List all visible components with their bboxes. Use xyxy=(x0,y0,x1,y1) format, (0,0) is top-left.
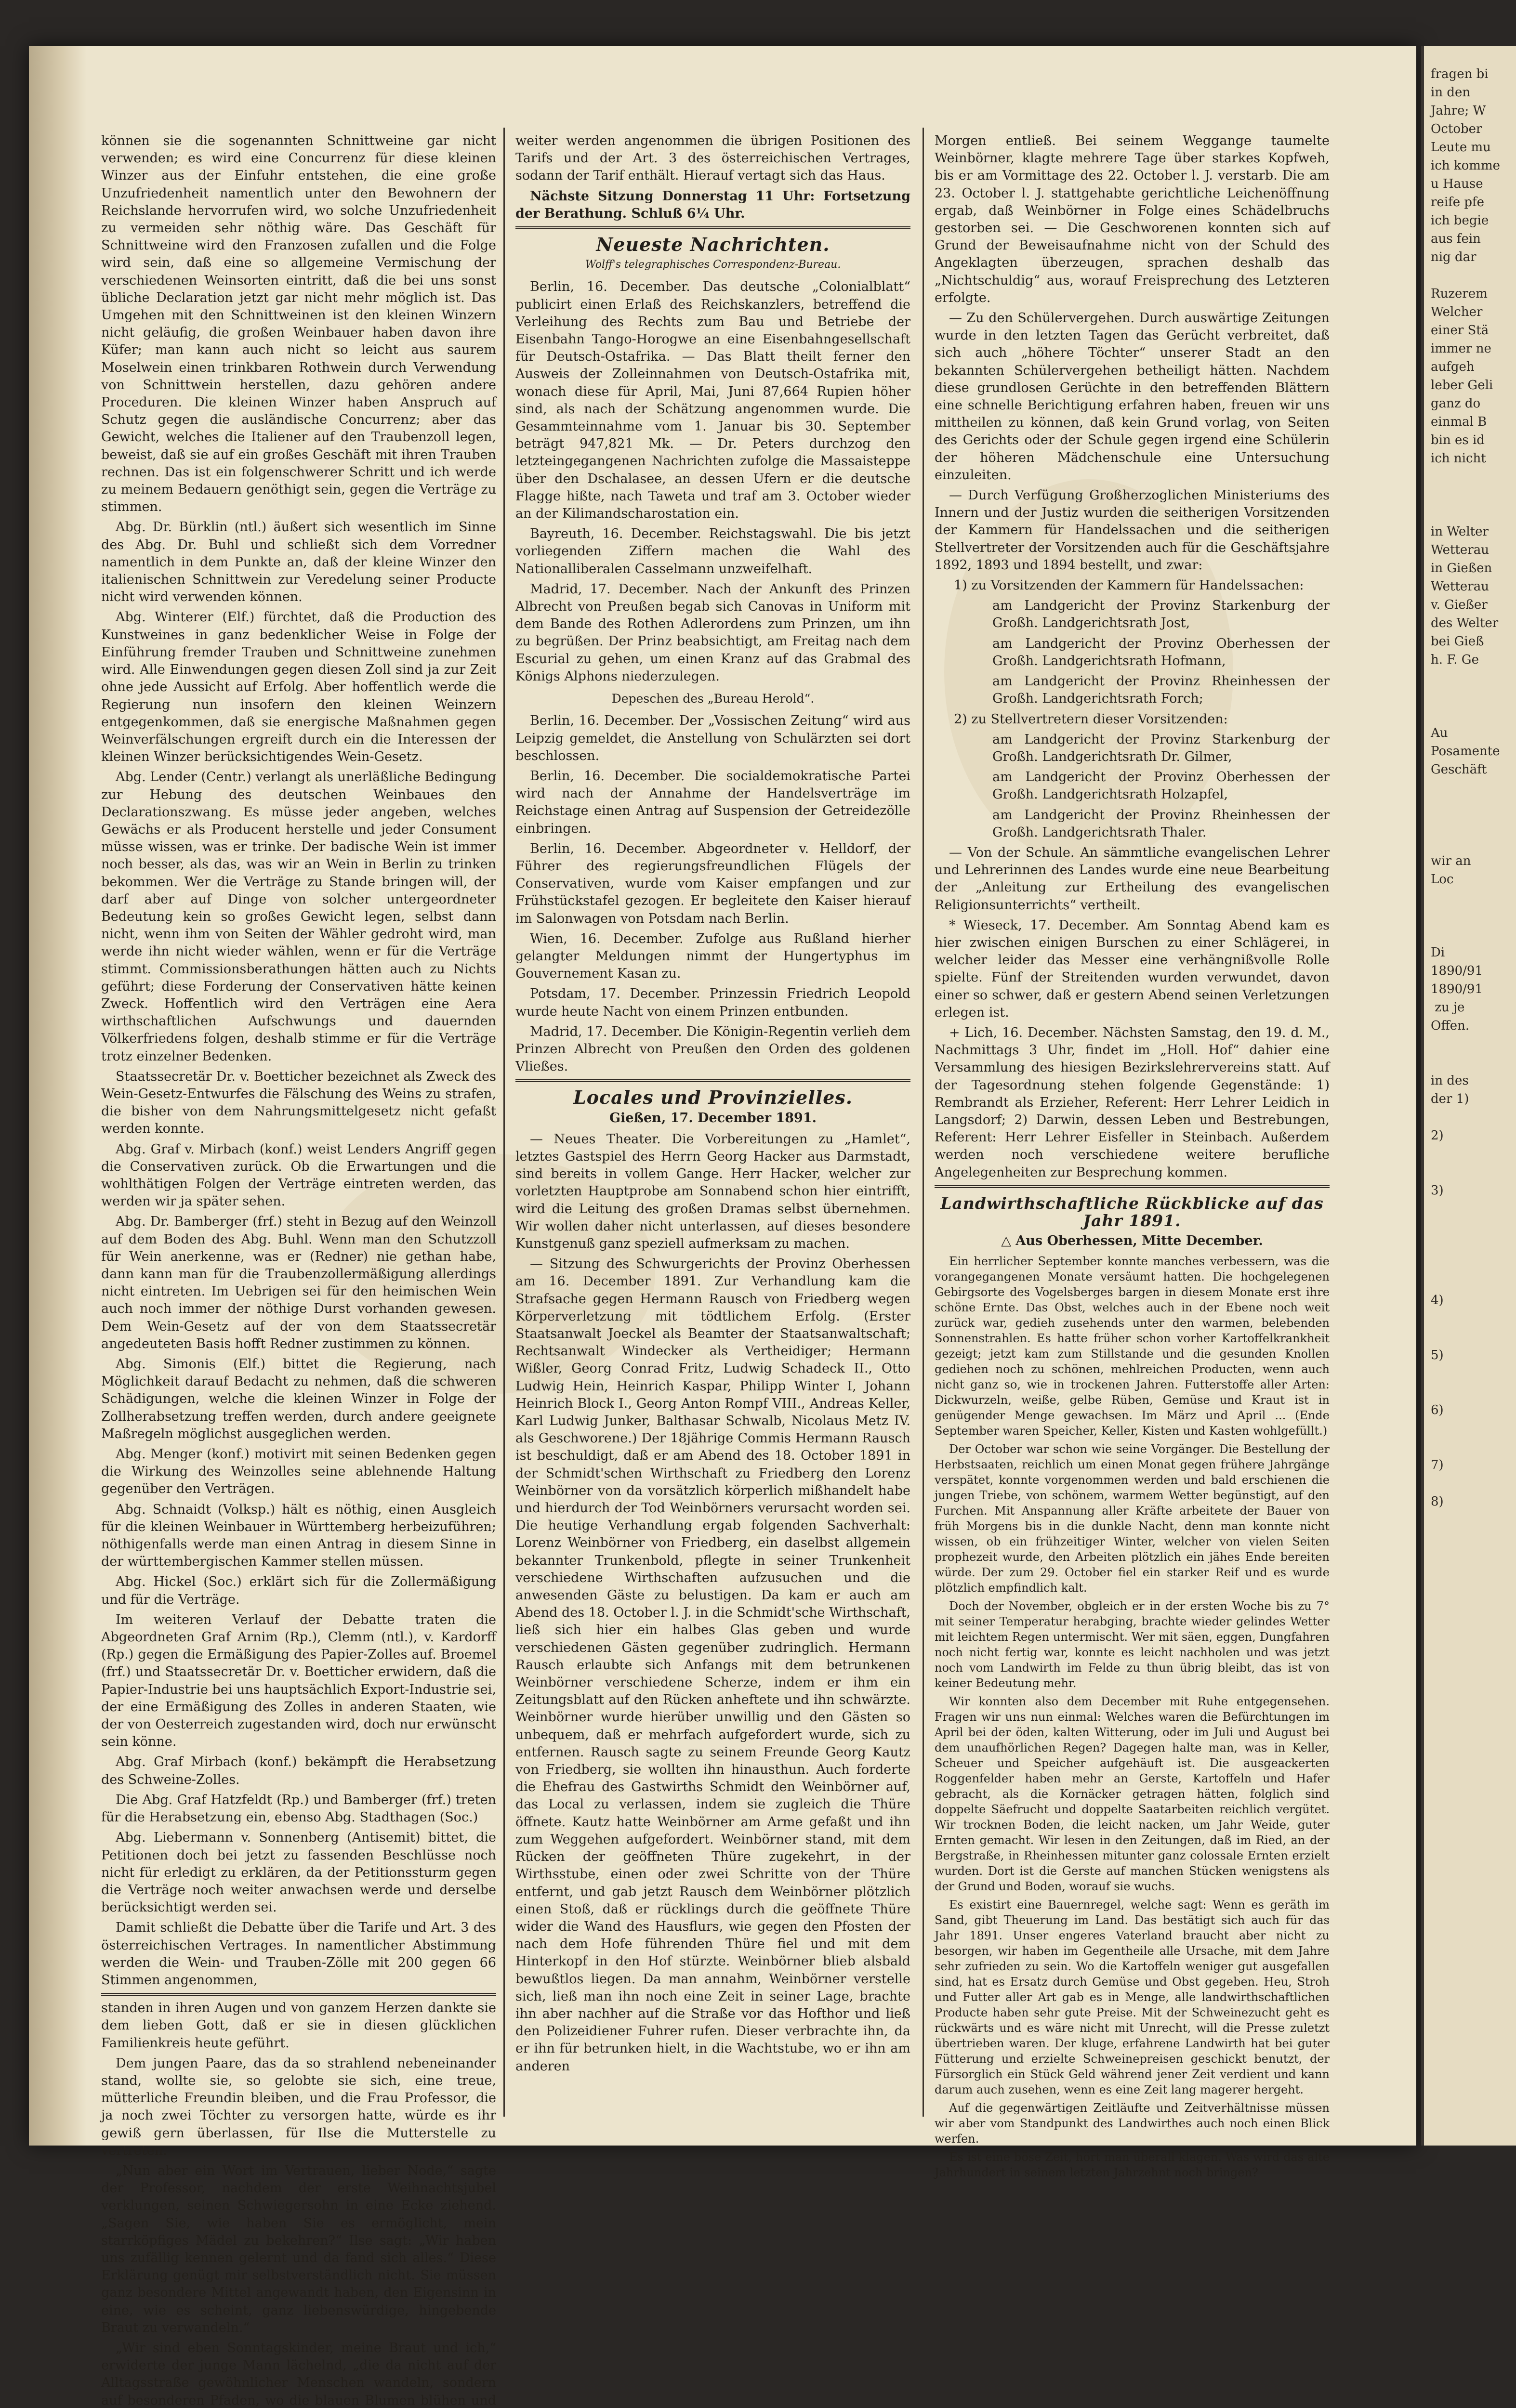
review-paragraph: Es ist eine böse Zeit, hört man überall klagen. Was wird das alte Jahrhundert in seinem letzten Jahrzehnt noch bringen? xyxy=(935,2150,1330,2180)
column-rule-1 xyxy=(503,128,505,2117)
local-item: + Lich, 16. December. Nächsten Samstag, den 19. d. M., Nachmittags 3 Uhr, findet im „Holl. Hof“ dahier eine Versammlung des hiesigen Bezirkslehrervereins statt. Auf der Tagesordnung stehen folgende Gegenstände: 1) Rembrandt als Erzieher, Referent: Herr Lehrer Leidich in Langsdorf; 2) Darwin, dessen Leben und Bestrebungen, Referent: Herr Lehrer Eisfeller in Steinbach. Außerdem werden noch verschiedene weitere berufliche Angelegenheiten zur Besprechung kommen. xyxy=(935,1025,1330,1180)
review-paragraph: Ein herrlicher September konnte manches verbessern, was die vorangegangenen Monate versäumt hatten. Die hochgelegenen Gebirgsorte des Vogelsberges bargen in diesem Monate erst ihre schöne Ernte. Das Obst, welches auch in der Ebene noch weit zurück war, gedieh zusehends unter den warmen, belebenden Sonnenstrahlen. Es hatte früher schon vorher Kartoffelkrankheit gezeigt; jetzt kam zum Stillstande und die gesunden Knollen gediehen noch zu schönen, mehlreichen Producten, wenn auch nicht ganz so, wie in trockenen Jahren. Futterstoffe aller Arten: Dickwurzeln, weiße, gelbe Rüben, Gemüse und Kraut ist in genügender Menge gewachsen. Im März und April ... (Ende September waren Speicher, Keller, Kisten und Kasten wohlgefüllt.) xyxy=(935,1255,1330,1438)
list-item: am Landgericht der Provinz Rheinhessen der Großh. Landgerichtsrath Thaler. xyxy=(992,807,1330,840)
local-item: — Sitzung des Schwurgerichts der Provinz Oberhessen am 16. December 1891. Zur Verhandlung kam die Strafsache gegen Hermann Rausch von Friedberg wegen Körperverletzung mit tödtlichem Erfolg. (Erster Staatsanwalt Joeckel als Beamter der Staatsanwaltschaft; Rechtsanwalt Windecker als Vertheidiger; Hermann Wißler, Georg Conrad Fritz, Ludwig Schadeck II., Otto Ludwig Hein, Heinrich Kaspar, Philipp Winter I, Johann Heinrich Block I., Georg Anton Rompf VIII., Andreas Keller, Karl Ludwig Junker, Balthasar Schwalb, Nicolaus Metz IV. als Geschworene.) Der 18jährige Commis Hermann Rausch ist beschuldigt, daß er am Abend des 18. October 1891 in der Schmidt'schen Wirthschaft zu Friedberg den Lorenz Weinbörner von da vorsätzlich körperlich mißhandelt habe und hierdurch der Tod Weinbörners verursacht worden sei. Die heutige Verhandlung ergab folgenden Sachverhalt: Lorenz Weinbörner von Friedberg, ein daselbst allgemein bekannter Trunkenbold, pflegte in seiner Trunkenheit verschiedene Wirthschaften aufzusuchen und die anwesenden Gäste zu belustigen. Da kam er auch am Abend des 18. October l. J. in die Schmidt'sche Wirthschaft, ließ sich hier ein halbes Glas geben und wurde verschiedenen Gästen gegenüber zudringlich. Hermann Rausch erlaubte sich Anfangs mit dem betrunkenen Weinbörner verschiedene Scherze, indem er ihm ein Zeitungsblatt auf den Rücken anheftete und ihn schwärzte. Weinbörner wurde hierüber unwillig und den Gästen so unbequem, daß er mehrfach aufgefordert wurde, sich zu entfernen. Rausch sagte zu seinem Freunde Georg Kautz von Friedberg, sie wollten ihn hinausthun. Auch forderte die Ehefrau des Gastwirths Schmidt den Weinbörner auf, das Local zu verlassen, indem sie zugleich die Thüre öffnete. Kautz hatte Weinbörner am Arme gefaßt und ihn zum Weggehen aufgefordert. Weinbörner stand, mit dem Rücken der geöffneten Thüre zugekehrt, in der Wirthsstube, einen oder zwei Schritte von der Thüre entfernt, und gab jetzt Rausch dem Weinbörner plötzlich einen Stoß, daß er rücklings durch die geöffnete Thüre wider die Wand des Hausflurs, wie gegen den Pfosten der nach dem Hofe führenden Thüre fiel und mit dem Hinterkopf in den Hof stürzte. Weinbörner blieb alsbald bewußtlos liegen. Da man annahm, Weinbörner verstelle sich, ließ man ihn noch eine Zeit in seiner Lage, brachte ihn aber nachher auf die Straße vor das Hofthor und ließ den Polizeidiener Fuhrer rufen. Dieser verbrachte ihn, da er ihn für betrunken hielt, in die Wachtstube, wo er ihn am anderen xyxy=(515,1256,910,2074)
list-item: 1) zu Vorsitzenden der Kammern für Handelssachen: xyxy=(954,578,1304,593)
section-divider xyxy=(935,1185,1330,1188)
paragraph: Abg. Winterer (Elf.) fürchtet, daß die Production des Kunstweines in ganz bedenklicher Weise in Folge der Einführung fremder Trauben und Schnittweine zunehmen wird. Alle Einwendungen gegen diesen Zoll sind ja zur Zeit ohne jede Aussicht auf Erfolg. Aber hoffentlich werde die Regierung nun insofern den kleinen Weinzern entgegenkommen, daß sie energische Maßnahmen gegen Weinverfälschungen ergreift durch ein die Interessen der kleinen Winzer berücksichtigendes Wein-Gesetz. xyxy=(101,610,496,765)
paragraph: Abg. Liebermann v. Sonnenberg (Antisemit) bittet, die Petitionen doch bei jetzt zu fassenden Beschlüsse noch nicht für erledigt zu erklären, da der Petitionssturm gegen die Verträge noch weiter anwachsen werde und derselbe berücksichtigt werden sei. xyxy=(101,1830,496,1915)
section-divider xyxy=(515,1079,910,1082)
list-item: am Landgericht der Provinz Starkenburg der Großh. Landgerichtsrath Jost, xyxy=(992,598,1330,631)
adjacent-page-text: fragen bi in den Jahre; W October Leute mu ich komme u Hause reife pfe ich begie aus fein nig dar Ruzerem Welcher einer Stä immer ne aufgeh leber Geli ganz do einmal B bin es id ich nicht in Welter Wetterau in Gießen Wetterau v. Gießer des Welter bei Gieß h. F. Ge Au Posamente Geschäft wir an Loc Di 1890/91 1890/91 zu je Offen. in des der 1) 2) 3) 4) 5) 6) 7) 8) xyxy=(1431,67,1500,1509)
list-item: am Landgericht der Provinz Starkenburg der Großh. Landgerichtsrath Dr. Gilmer, xyxy=(992,732,1330,764)
feuilleton-paragraph: standen in ihren Augen und von ganzem Herzen dankte sie dem lieben Gott, daß er sie in diesen glücklichen Familienkreis heute geführt. xyxy=(101,2001,496,2051)
paragraph: Abg. Simonis (Elf.) bittet die Regierung, nach Möglichkeit darauf Bedacht zu nehmen, daß die schweren Schädigungen, welche die kleinen Winzer in Folge der Zollherabsetzung treffen werden, durch andere geeignete Maßregeln möglichst ausgeglichen werden. xyxy=(101,1357,496,1441)
feuilleton-paragraph: „Nun aber ein Wort im Vertrauen, lieber Node,“ sagte der Professor, nachdem der erste Weihnachtsjubel verklungen, seinen Schwiegersohn in eine Ecke ziehend. „Sagen Sie, wie haben Sie es ermöglicht, mein starrköpfiges Mädel zu bekehren?“ Ilse sagt: „Wir haben uns zufällig kennen gelernt und da fand sich alles.“ Diese Erklärung genügt mir selbstverständlich nicht. Sie müssen ganz besondere Mittel angewandt haben, den Eigensinn in eine, wie es scheint, ganz liebenswürdige, hingebende Braut zu verwandeln.“ xyxy=(101,2163,496,2335)
feuilleton-paragraph: Dem jungen Paare, das da so strahlend nebeneinander stand, wollte sie, so gelobte sie sich, eine treue, mütterliche Freundin bleiben, und die Frau Professor, die ja noch zwei Töchter zu versorgen hatte, würde es ihr gewiß gern überlassen, für Ilse die Mutterstelle zu vertreten. xyxy=(101,2055,496,2158)
locales-heading: Locales und Provinzielles. xyxy=(573,1086,853,1109)
paragraph: Abg. Lender (Centr.) verlangt als unerläßliche Bedingung zur Hebung des deutschen Weinbaues den Declarationszwang. Es müsse jeder angeben, welches Gewächs er als Producent herstelle und jeder Consument müsse wissen, was er trinke. Der badische Wein ist immer noch besser, als das, was wir an Wein in Berlin zu trinken bekommen. Wer die Verträge zu Stande bringen will, der darf aber auf Dinge von solcher untergeordneter Bedeutung kein so großes Gewicht legen, selbst dann nicht, wenn ihm von Seiten der Wähler gedroht wird, man werde ihn nicht wieder wählen, wenn er für die Verträge stimmt. Commissionsberathungen hätten auch zu Nichts geführt; diese Forderung der Conservativen hätte keinen Zweck. Hoffentlich wird den Verträgen eine Aera wirthschaftlichen Aufschwungs und dauernden Völkerfriedens folgen, deshalb stimme er für die Verträge trotz einzelner Bedenken. xyxy=(101,770,496,1064)
news-item: Potsdam, 17. December. Prinzessin Friedrich Leopold wurde heute Nacht von einem Prinzen entbunden. xyxy=(515,986,910,1019)
paragraph: Abg. Hickel (Soc.) erklärt sich für die Zollermäßigung und für die Verträge. xyxy=(101,1574,496,1607)
paragraph: Abg. Dr. Bamberger (frf.) steht in Bezug auf den Weinzoll auf dem Boden des Abg. Buhl. Wenn man den Schutzzoll für Wein anerkenne, was er (Redner) nie gethan habe, dann kann man für die Traubenzollermäßigung allerdings nicht eintreten. Im Uebrigen sei für den heimischen Wein auch noch immer der nöthige Durst vorhanden gewesen. Dem Wein-Gesetz auf der von dem Staatssecretär angedeuteten Basis hofft Redner zustimmen zu können. xyxy=(101,1214,496,1351)
paragraph: Abg. Schnaidt (Volksp.) hält es nöthig, einen Ausgleich für die kleinen Weinbauer in Württemberg herbeizuführen; nöthigenfalls werde man einen Antrag in diesem Sinne in der württembergischen Kammer stellen müssen. xyxy=(101,1502,496,1570)
locales-dateline: Gießen, 17. December 1891. xyxy=(609,1110,817,1125)
paragraph: Staatssecretär Dr. v. Boetticher bezeichnet als Zweck des Wein-Gesetz-Entwurfes die Fälschung des Weins zu strafen, die bisher von dem Nahrungsmittelgesetz nicht gefaßt werden konnte. xyxy=(101,1069,496,1137)
news-item: Berlin, 16. December. Der „Vossischen Zeitung“ wird aus Leipzig gemeldet, die Anstellung von Schulärzten sei dort beschlossen. xyxy=(515,713,910,763)
list-item: am Landgericht der Provinz Oberhessen der Großh. Landgerichtsrath Hofmann, xyxy=(992,636,1330,668)
news-item: Bayreuth, 16. December. Reichstagswahl. Die bis jetzt vorliegenden Ziffern machen die Wahl des Nationalliberalen Casselmann unzweifelhaft. xyxy=(515,526,910,576)
paragraph: Damit schließt die Debatte über die Tarife und Art. 3 des österreichischen Vertrages. In namentlicher Abstimmung werden die Wein- und Trauben-Zölle mit 200 gegen 66 Stimmen angenommen, xyxy=(101,1920,496,1988)
agriculture-review-heading: Landwirthschaftliche Rückblicke auf das Jahr 1891. xyxy=(940,1193,1324,1230)
newspaper-page xyxy=(29,46,1416,2408)
column-rule-2 xyxy=(923,128,924,2117)
paragraph: — Durch Verfügung Großherzoglichen Ministeriums des Innern und der Justiz wurden die seitherigen Vorsitzenden der Kammern für Handelssachen und die seitherigen Stellvertreter der Vorsitzenden auch für die Geschäftsjahre 1892, 1893 und 1894 bestellt, und zwar: xyxy=(935,488,1330,573)
review-paragraph: Auf die gegenwärtigen Zeitläufte und Zeitverhältnisse müssen wir aber vom Standpunkt des Landwirthes auch noch einen Blick werfen. xyxy=(935,2101,1330,2146)
page-binding-edge xyxy=(29,46,87,2146)
local-item: — Neues Theater. Die Vorbereitungen zu „Hamlet“, letztes Gastspiel des Herrn Georg Hacker aus Darmstadt, sind bereits in vollem Gange. Herr Hacker, welcher zur vorletzten Hauptprobe am Sonnabend schon hier eintrifft, wird die Leitung des großen Dramas selbst übernehmen. Wir wollen daher nicht unterlassen, auf dieses besondere Kunstgenuß ganz speziell aufmerksam zu machen. xyxy=(515,1131,910,1251)
next-session-note: Nächste Sitzung Donnerstag 11 Uhr: Fortsetzung der Berathung. Schluß 6¼ Uhr. xyxy=(515,188,910,221)
section-divider xyxy=(515,226,910,229)
paragraph: Im weiteren Verlauf der Debatte traten die Abgeordneten Graf Arnim (Rp.), Clemm (ntl.), v. Kardorff (Rp.) gegen die Ermäßigung des Papier-Zolles auf. Broemel (frf.) und Staatssecretär Dr. v. Boetticher erwidern, daß die Papier-Industrie bei uns hauptsächlich Export-Industrie sei, der eine Ermäßigung des Zolles in anderen Staaten, wie der von Oesterreich zugestanden wird, doch nur erwünscht sein könne. xyxy=(101,1612,496,1750)
news-source: Wolff's telegraphisches Correspondenz-Bureau. xyxy=(585,259,841,271)
list-item: 2) zu Stellvertretern dieser Vorsitzenden: xyxy=(954,711,1228,727)
paragraph: Die Abg. Graf Hatzfeldt (Rp.) und Bamberger (frf.) treten für die Herabsetzung ein, ebenso Abg. Stadthagen (Soc.) xyxy=(101,1792,496,1825)
news-heading: Neueste Nachrichten. xyxy=(596,234,830,256)
paragraph: weiter werden angenommen die übrigen Positionen des Tarifs und der Art. 3 des österreichischen Vertrages, sodann der Tarif enthält. Hierauf vertagt sich das Haus. xyxy=(515,133,910,183)
paragraph: können sie die sogenannten Schnittweine gar nicht verwenden; es wird eine Concurrenz für diese kleinen Winzer aus der Einfuhr entstehen, die eine große Unzufriedenheit namentlich unter den Bewohnern der Reichslande hervorrufen wird, wo solche Unzufriedenheit zu vermeiden sehr nöthig wäre. Das Geschäft für Schnittweine wird den Franzosen zufallen und die Folge wird sein, daß eine so allgemeine Vermischung der verschiedenen Weinsorten eintritt, daß die bei uns sonst übliche Declaration jetzt gar nicht mehr möglich ist. Das Umgehen mit den Schnittweinen ist den kleinen Winzern nicht geläufig, die großen Weinbauer haben davon ihre Küfer; man kann auch nicht so leicht aus saurem Moselwein einen trinkbaren Rothwein durch Verwendung von Schnittwein herstellen, dazu gehören andere Proceduren. Die kleinen Winzer haben Anspruch auf Schutz gegen die ausländische Concurrenz; aber das Gewicht, welches die Italiener auf den Traubenzoll legen, beweist, daß sie auf ein großes Geschäft mit ihren Trauben rechnen. Das ist ein folgenschwerer Schritt und ich werde zu meinem Bedauern genöthigt sein, gegen die Verträge zu stimmen. xyxy=(101,133,496,515)
column-news xyxy=(515,132,910,2107)
local-item: * Wieseck, 17. December. Am Sonntag Abend kam es hier zwischen einigen Burschen zu einer Schlägerei, in welcher leider das Messer eine verhängnißvolle Rolle spielte. Fünf der Streitenden wurden verwundet, davon einer so schwer, daß er gestern Abend seinen Verletzungen erlegen ist. xyxy=(935,917,1330,1020)
paragraph: Abg. Menger (konf.) motivirt mit seinen Bedenken gegen die Wirkung des Weinzolles seine ablehnende Haltung gegenüber den Verträgen. xyxy=(101,1447,496,1497)
paragraph: Abg. Graf v. Mirbach (konf.) weist Lenders Angriff gegen die Conservativen zurück. Ob die Erwartungen und die wohlthätigen Folgen der Verträge eintreten werden, das werden wir ja später sehen. xyxy=(101,1141,496,1209)
news-item: Wien, 16. December. Zufolge aus Rußland hierher gelangter Meldungen nimmt der Hungertyphus im Gouvernement Kasan zu. xyxy=(515,931,910,982)
column-reichstag-debate xyxy=(101,132,496,2408)
news-item: Madrid, 17. December. Nach der Ankunft des Prinzen Albrecht von Preußen begab sich Canovas in Uniform mit dem Bande des Rothen Adlerordens zum Prinzen, um ihn zu begrüßen. Der Prinz beabsichtigt, am Freitag nach dem Escurial zu gehen, um einen Kranz auf das Grabmal des Königs Alphons niederzulegen. xyxy=(515,581,910,684)
review-paragraph: Doch der November, obgleich er in der ersten Woche bis zu 7° mit seiner Temperatur herabging, brachte wieder gelindes Wetter mit leichtem Regen untermischt. Wer mit säen, eggen, Dungfahren noch nicht fertig war, konnte es leicht nachholen und was jetzt noch vom Landwirth im Felde zu thun übrig bleibt, das ist von keiner Bedeutung mehr. xyxy=(935,1599,1330,1690)
news-item: Berlin, 16. December. Abgeordneter v. Helldorf, der Führer des regierungsfreundlichen Flügels der Conservativen, wurde vom Kaiser empfangen und zur Frühstückstafel gezogen. Er begleitete den Kaiser hierauf im Salonwagen von Potsdam nach Berlin. xyxy=(515,841,910,926)
adjacent-page-fragment xyxy=(1421,46,1516,2146)
list-item: am Landgericht der Provinz Rheinhessen der Großh. Landgerichtsrath Forch; xyxy=(992,674,1330,707)
news-item: Berlin, 16. December. Das deutsche „Colonialblatt“ publicirt einen Erlaß des Reichskanzlers, betreffend die Verleihung des Rechts zum Bau und Betriebe der Eisenbahn Tango-Horogwe an eine Eisenbahngesellschaft für Deutsch-Ostafrika. — Das Blatt theilt ferner den Ausweis der Zolleinnahmen von Deutsch-Ostafrika mit, wonach diese für April, Mai, Juni 87,664 Rupien höher sind, als nach der Schätzung angenommen wurde. Die Gesammteinnahme vom 1. Januar bis 30. September beträgt 947,821 Mk. — Dr. Peters durchzog den letzteingegangenen Nachrichten zufolge die Massaisteppe über den Dschalasee, an dessen Ufern er die deutsche Flagge hißte, nach Taweta und traf am 3. October wieder an der Kilimandscharostation ein. xyxy=(515,279,910,522)
agriculture-review-dateline: △ Aus Oberhessen, Mitte December. xyxy=(1001,1233,1263,1249)
paragraph: Abg. Dr. Bürklin (ntl.) äußert sich wesentlich im Sinne des Abg. Dr. Buhl und schließt sich dem Vorredner namentlich in dem Punkte an, daß der kleine Winzer den italienischen Schnittwein zur Veredelung seiner Producte nicht wird verwenden können. xyxy=(101,520,496,605)
section-divider xyxy=(101,1993,496,1996)
review-paragraph: Es existirt eine Bauernregel, welche sagt: Wenn es geräth im Sand, gibt Theuerung im Land. Das bestätigt sich auch für das Jahr 1891. Unser engeres Vaterland braucht aber nicht zu besorgen, wir haben im Gegentheile alle Ursache, mit dem Jahre sehr zufrieden zu sein. Wo die Kartoffeln weniger gut ausgefallen sind, hat es Ersatz durch Gemüse und Obst gegeben. Heu, Stroh und Futter aller Art gab es in Menge, alle landwirthschaftlichen Producte haben sehr gute Preise. Mit der Schweinezucht geht es rückwärts und es wäre nicht mit Unrecht, will die Presse zuletzt übertrieben waren. Der kluge, erfahrene Landwirth hat bei guter Fütterung und erzielte Schweinepreisen geschickt benutzt, der Fürsorglich ein Stück Geld während jener Zeit verdient und kann darum auch zusehen, wenn es eine Zeit lang magerer hergeht. xyxy=(935,1898,1330,2097)
review-paragraph: Wir konnten also dem December mit Ruhe entgegensehen. Fragen wir uns nun einmal: Welches waren die Befürchtungen im April bei der öden, kalten Witterung, oder im Juli und August bei dem unaufhörlichen Regen? Dagegen halte man, was in Keller, Scheuer und Speicher aufgehäuft ist. Die ausgeackerten Roggenfelder haben mehr an Gerste, Kartoffeln und Hafer gebracht, als die Kornäcker getragen hätten, folglich sind doppelte Säefrucht und doppelte Saatarbeiten reichlich vergütet. Wir trocknen Boden, die leicht nacken, um Jahr Weide, guter Ernten gemacht. Wir lesen in den Zeitungen, daß im Ried, an der Bergstraße, in Rheinhessen mitunter ganz colossale Ernten erzielt wurden. Dort ist die Gerste auf manchen Stücken wenigstens als der Grund und Boden, worauf sie wuchs. xyxy=(935,1695,1330,1894)
column-locales-agriculture xyxy=(935,132,1330,2180)
list-item: am Landgericht der Provinz Oberhessen der Großh. Landgerichtsrath Holzapfel, xyxy=(992,770,1330,802)
news-item: Berlin, 16. December. Die socialdemokratische Partei wird nach der Annahme der Handelsverträge im Reichstage einen Antrag auf Suspension der Getreidezölle einbringen. xyxy=(515,768,910,836)
news-item: Madrid, 17. December. Die Königin-Regentin verlieh dem Prinzen Albrecht von Preußen den Orden des goldenen Vließes. xyxy=(515,1024,910,1074)
paragraph: Morgen entließ. Bei seinem Weggange taumelte Weinbörner, klagte mehrere Tage über starkes Kopfweh, bis er am Vormittage des 22. October l. J. verstarb. Die am 23. October l. J. stattgehabte gerichtliche Leichenöffnung ergab, daß Weinbörner in Folge eines Schädelbruchs gestorben sei. — Die Geschworenen konnten sich auf Grund der Beweisaufnahme nicht von der Schuld des Angeklagten überzeugen, sprachen deshalb das „Nichtschuldig“ aus, worauf Freisprechung des Letzteren erfolgte. xyxy=(935,133,1330,305)
review-paragraph: Der October war schon wie seine Vorgänger. Die Bestellung der Herbstsaaten, reichlich um einen Monat gegen frühere Jahrgänge verspätet, konnte vorgenommen werden und bald erschienen die jungen Triebe, von schönem, warmem Wetter begünstigt, auf den Furchen. Mit Anspannung aller Kräfte arbeitete der Bauer von früh Morgens bis in die dunkle Nacht, denn man konnte nicht wissen, ob ein frühzeitiger Winter, welcher von vielen Seiten prophezeit wurde, den Arbeiten plötzlich ein jähes Ende bereiten würde. Der zum 29. October fiel ein starker Reif und es wurde plötzlich empfindlich kalt. xyxy=(935,1442,1330,1595)
paragraph: — Zu den Schülervergehen. Durch auswärtige Zeitungen wurde in den letzten Tagen das Gerücht verbreitet, daß sich auch „höhere Töchter“ unserer Stadt an den bekannten Schülervergehen betheiligt hätten. Nachdem diese grundlosen Gerüchte in den betreffenden Blättern eine schnelle Berichtigung erfahren haben, freuen wir uns mittheilen zu können, daß kein Grund vorlag, von Seiten des Gerichts oder der Schule gegen irgend eine Schülerin der höheren Mädchenschule eine Untersuchung einzuleiten. xyxy=(935,311,1330,483)
paragraph: Abg. Graf Mirbach (konf.) bekämpft die Herabsetzung des Schweine-Zolles. xyxy=(101,1754,496,1787)
local-item: — Von der Schule. An sämmtliche evangelischen Lehrer und Lehrerinnen des Landes wurde eine neue Bearbeitung der „Anleitung zur Ertheilung des evangelischen Religionsunterrichts“ vertheilt. xyxy=(935,845,1330,913)
feuilleton-paragraph: „Wir sind eben Sonntagskinder, meine Braut und ich,“ erwiderte der junge Mann lächelnd, „die da nicht auf der Alltagsstraße gewöhnlicher Menschen wandeln, sondern auf besonderen Pfaden, wo die blauen Blumen blühen und xyxy=(101,2340,496,2408)
herold-dedication: Depeschen des „Bureau Herold“. xyxy=(611,692,815,706)
